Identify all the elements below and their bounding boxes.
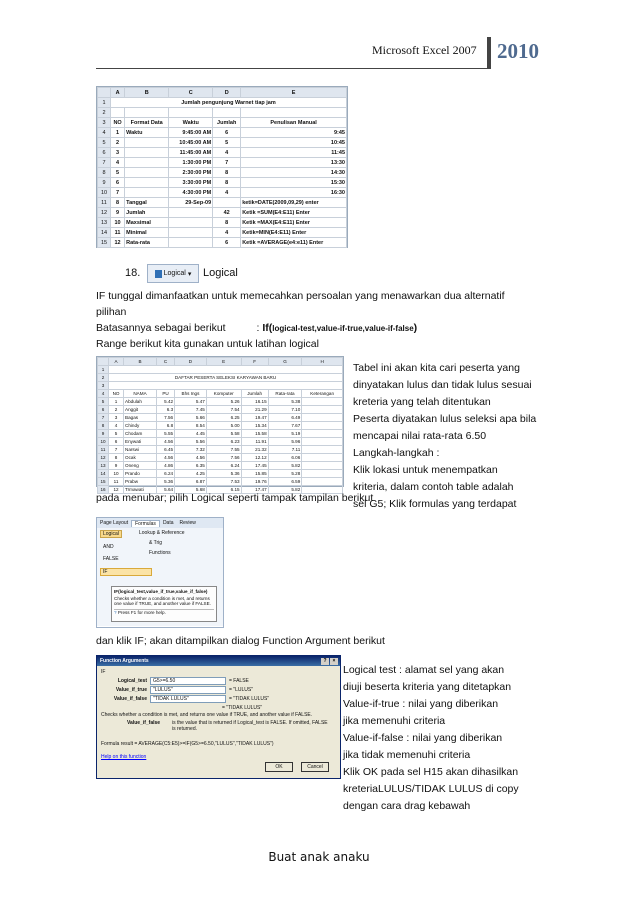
table-cell [213,198,241,208]
table-row [98,168,347,178]
table-cell: 8 [111,198,125,208]
row-number: 15 [98,238,111,248]
table-cell: 8 [213,178,241,188]
table-cell: Ketik =MAX(E4:E11) Enter [241,218,347,228]
table-cell: 16:30 [241,188,347,198]
table-cell: Ocak [124,454,157,462]
table-row [98,438,343,446]
table-cell: 13:30 [241,158,347,168]
table-cell [302,422,343,430]
table-cell: 15.34 [241,422,268,430]
table-header: Rata-rata [268,390,302,398]
table-cell: 3 [109,414,124,422]
table-cell: 17.47 [241,486,268,494]
para-if-line1: IF tunggal dimanfaatkan untuk memecahkan persoalan yang menawarkan dua alternatif [96,290,505,302]
table-row [98,238,347,248]
right-text-line: Klik lokasi untuk menempatkan [353,464,498,476]
row-number: 8 [98,422,109,430]
table-cell [125,148,169,158]
table-cell [302,414,343,422]
row-number: 16 [98,486,109,494]
table-cell: 5.26 [206,398,241,406]
table-cell: 7.56 [206,454,241,462]
table-cell: 8 [213,168,241,178]
table-cell: 5.82 [268,462,302,470]
table-cell: Oneng [124,462,157,470]
table-cell [302,470,343,478]
row-number: 4 [98,128,111,138]
table-cell: 6.35 [175,462,207,470]
table-cell: 8 [109,454,124,462]
table-row [98,398,343,406]
table-cell: 11 [111,228,125,238]
table-cell: 7.32 [175,446,207,454]
table-cell: 9 [111,208,125,218]
table-header: Penulisan Manual [241,118,347,128]
right-text-line: Logical test : alamat sel yang akan [343,664,505,676]
table-header: Bhs Ings [175,390,207,398]
table-cell [302,454,343,462]
row-number: 6 [98,406,109,414]
row-number: 7 [98,158,111,168]
table-cell: 4 [213,188,241,198]
row-number: 12 [98,454,109,462]
table-cell: 4.56 [156,454,174,462]
table-cell: 17.45 [241,462,268,470]
table-cell [125,168,169,178]
table-cell: 5.55 [156,430,174,438]
table-header: NO [111,118,125,128]
table-cell: 6 [111,178,125,188]
row-number: 9 [98,430,109,438]
return-value: = "TIDAK LULUS" [222,705,263,711]
table-cell [125,158,169,168]
right-text-line: Langkah-langkah : [353,447,440,459]
table-cell: 14:30 [241,168,347,178]
row-number: 11 [98,198,111,208]
table-cell: Bagas [124,414,157,422]
para-if-line2: pilihan [96,306,127,318]
item-number: 18. [125,267,141,279]
table-cell: Tanggal [125,198,169,208]
table-cell: 10 [111,218,125,228]
row-number: 7 [98,414,109,422]
table-row [98,470,343,478]
sheet2-title: DAFTAR PESERTA SELEKSI KARYAWAN BARU [109,374,343,382]
row-number: 10 [98,188,111,198]
table-cell [125,138,169,148]
table-cell: Ketik =AVERAGE(e4:e11) Enter [241,238,347,248]
column-header [98,88,111,98]
row-number: 14 [98,228,111,238]
table-cell: Trmawati [124,486,157,494]
table-cell: 5 [109,430,124,438]
para-dialog-intro: dan klik IF; akan ditampilkan dialog Function Argument berikut [96,635,385,647]
table-cell: 3:30:00 PM [169,178,213,188]
column-header: E [206,358,241,366]
table-cell: 6 [109,438,124,446]
table-cell: 4:30:00 PM [169,188,213,198]
more-functions-button[interactable]: Functions [149,550,171,556]
table-cell: Chodam [124,430,157,438]
column-header: C [169,88,213,98]
column-header [98,358,109,366]
table-cell: 7.53 [206,478,241,486]
table-cell: 7.11 [268,446,302,454]
table-cell: 5.66 [175,414,207,422]
row-number: 6 [98,148,111,158]
row-number: 12 [98,208,111,218]
row-number: 9 [98,178,111,188]
column-header: F [241,358,268,366]
table-cell: 21.32 [241,446,268,454]
table-cell [169,208,213,218]
table-cell: 5.38 [268,398,302,406]
table-cell: 2 [111,138,125,148]
table-cell: 19.76 [241,478,268,486]
column-header: B [125,88,169,98]
table-cell: 6.45 [156,446,174,454]
row-number: 11 [98,446,109,454]
header-divider [487,37,491,69]
table-cell: 10:45:00 AM [169,138,213,148]
column-header: C [156,358,174,366]
item-label: Logical [203,267,238,279]
table-cell: Rata-rata [125,238,169,248]
table-row [98,198,347,208]
table-cell: 7.10 [268,406,302,414]
table-cell: Chindy [124,422,157,430]
row-number: 13 [98,462,109,470]
table-cell: 12 [109,486,124,494]
table-cell: 29-Sep-09 [169,198,213,208]
table-row [98,406,343,414]
table-cell: 7.67 [268,422,302,430]
table-header: PU [156,390,174,398]
table-row [98,208,347,218]
table-header: Komputer [206,390,241,398]
table-cell [302,478,343,486]
table-cell: Maxsimal [125,218,169,228]
table-cell: 6.59 [268,478,302,486]
right-text-line: sel G5; Klik formulas yang terdapat [353,498,517,510]
table-row [98,128,347,138]
right-text-line: mencapai nilai rata-rata 6.50 [353,430,487,442]
table-cell: 15.58 [241,430,268,438]
row-number: 8 [98,168,111,178]
sheet1-title: Jumlah pengunjung Warnet tiap jam [111,98,347,108]
chevron-down-icon: ▾ [187,270,192,278]
table-row [98,478,343,486]
table-cell: 5.36 [206,470,241,478]
table-cell: 8 [213,218,241,228]
row-number: 5 [98,138,111,148]
right-text-line: dinyatakan lulus dan tidak lulus sesuai [353,379,532,391]
table-cell [302,446,343,454]
table-cell [302,398,343,406]
ok-button[interactable]: OK [265,762,293,772]
function-arguments-dialog: Function Arguments ? × IF Logical_test G5>=6.50 = FALSE Value_if_true "LULUS" = "LULUS" Value_if_false "TIDAK LULUS" = "TIDAK LULUS" = "TIDAK LULUS" Checks whether a condition is met, and returns one value if TRUE, and another value if FALSE. Value_if_false is the value that is returned if Logical_test is FALSE. If omitted, FALSE is returned. Formula result = AVERAGE(C5:E5)>=IF(G5>=6.50,"LULUS","TIDAK LULUS") Help on this function OK Cancel [96,655,341,779]
logical-ribbon-button[interactable]: Logical ▾ [147,264,199,283]
para-if-syntax: Batasannya sebagai berikut : If(logical-test,value-if-true,value-if-false) [96,322,418,334]
page-footer: Buat anak anaku [268,850,370,864]
column-header: A [111,88,125,98]
table-cell: Prabw [124,478,157,486]
function-description: Checks whether a condition is met, and returns one value if TRUE, and another value if FALSE. [101,712,313,718]
table-row [98,138,347,148]
table-cell: 4 [213,148,241,158]
table-cell: ketik=DATE(2009,09,29) enter [241,198,347,208]
ribbon-tab[interactable]: Formulas [131,520,160,527]
table-cell: 5.82 [268,486,302,494]
table-cell: 5.56 [175,438,207,446]
arg-description: is the value that is returned if Logical_test is FALSE. If omitted, FALSE is returned. [172,720,328,732]
if-tooltip: IF(logical_test,value_if_true,value_if_false) Checks whether a condition is met, and returns one value if TRUE, and another value if FALSE. ? Press F1 for more help. [111,586,217,622]
table-cell: 5 [213,138,241,148]
table-cell: 6.24 [156,470,174,478]
table-cell: 7.45 [175,406,207,414]
right-text-line: jika memenuhi criteria [343,715,446,727]
table-cell: 5.47 [175,398,207,406]
table-cell: 7 [111,188,125,198]
table-header: NO [109,390,124,398]
table-row [98,430,343,438]
logical-dropdown-button[interactable]: Logical [100,530,122,538]
table-header: Waktu [169,118,213,128]
table-cell: 9 [109,462,124,470]
value-if-true-field[interactable]: "LULUS" [150,686,226,694]
lookup-reference-button[interactable]: Lookup & Reference [139,530,185,536]
table-cell: 5 [111,168,125,178]
table-cell [169,228,213,238]
help-link[interactable]: Help on this function [101,754,147,760]
column-header: D [213,88,241,98]
table-cell: 4.45 [175,430,207,438]
arg-desc-label: Value_if_false [127,720,161,726]
table-cell: 4.56 [175,454,207,462]
help-icon: ? [114,610,117,615]
table-cell: 1 [109,398,124,406]
function-name: IF [101,669,106,675]
table-cell: 6.24 [206,462,241,470]
table-cell: 4 [109,422,124,430]
right-text-line: Value-if-true : nilai yang diberikan [343,698,499,710]
table-cell: Narswi [124,446,157,454]
table-header: Format Data [125,118,169,128]
column-header: B [124,358,157,366]
right-text-line: kreteria yang telah ditentukan [353,396,491,408]
excel-screenshot-pengunjung: A B C D E 1 Jumlah pengunjung Warnet tiap jam 2 3 NO Format Data Waktu Jumlah Penulisan Manual 4 1 Waktu 9:45:00 AM 6 9:45 5 2 10:45:00 AM 5 10:45 6 3 11:45:00 AM 4 11:45 7 4 1:30:00 PM 7 13:30 8 5 2:30:00 PM 8 14:30 9 6 3:30:00 PM 8 15:30 10 7 4:30:00 PM 4 16:30 11 8 Tanggal 29-Sep-09 ketik=DATE(2009,09,29) enter 12 9 Jumlah 42 Ketik =SUM(E4:E11) Enter 13 10 Maxsimal 8 Ketik =MAX(E4:E11) Enter 14 11 Minimal 4 Ketik=MIN(E4:E11) Enter 15 12 Rata-rata 6 Ketik =AVERAGE(e4:e11) Enter [96,86,348,248]
menu-item-false[interactable]: FALSE [103,556,119,562]
table-cell: 7.54 [206,406,241,414]
excel-screenshot-peserta: A B C D E F G H 1 2 DAFTAR PESERTA SELEKSI KARYAWAN BARU 3 4 NO NAMA PU Bhs Ings Komputer Jumlah Rata-rata Keterangan 5 1 Abdulah 5.42 5.47 5.26 16.15 5.38 6 2 Anggit 6.3 7.45 7.54 21.29 7.10 7 3 Bagas 7.56 5.66 6.25 19.47 6.49 8 4 Chindy 6.8 8.54 5.00 15.34 7.67 9 5 Chodam 5.55 4.45 5.58 15.58 5.19 10 6 Enywati 4.56 5.56 6.23 11.91 5.96 11 7 Narswi 6.45 7.32 7.55 21.32 7.11 12 8 Ocak 4.56 4.56 7.56 12.12 6.06 13 9 Oneng 4.86 6.35 6.24 17.45 5.82 14 10 Prando 6.24 4.25 5.36 15.85 5.28 15 11 Prabw 5.36 6.87 7.53 19.76 6.59 16 12 Trmawati 5.64 5.68 6.15 17.47 5.82 [96,356,344,487]
table-cell: Ketik=MIN(E4:E11) Enter [241,228,347,238]
table-cell: Ketik =SUM(E4:E11) Enter [241,208,347,218]
table-cell: 21.29 [241,406,268,414]
table-cell: 5.58 [206,430,241,438]
table-header: Jumlah [213,118,241,128]
table-cell: 11:45:00 AM [169,148,213,158]
table-row [98,158,347,168]
header-app-title: Microsoft Excel 2007 [372,43,477,57]
math-trig-button[interactable]: & Trig [149,540,163,546]
cancel-button[interactable]: Cancel [301,762,329,772]
table-cell: 4.86 [156,462,174,470]
right-text-line: kreteriaLULUS/TIDAK LULUS di copy [343,783,519,795]
table-cell: 2:30:00 PM [169,168,213,178]
table-cell [169,218,213,228]
menu-item-if[interactable]: IF [100,568,152,576]
table-cell: 5.68 [175,486,207,494]
table-cell: 6.8 [156,422,174,430]
table-row [98,446,343,454]
ribbon-tab[interactable]: Data [162,520,174,526]
table-row [98,178,347,188]
row-number: 10 [98,438,109,446]
table-cell: Abdulah [124,398,157,406]
table-cell: 7 [109,446,124,454]
book-icon [155,270,162,278]
table-cell: 2 [109,406,124,414]
table-cell: 5.96 [268,438,302,446]
column-header: A [109,358,124,366]
table-row [98,422,343,430]
table-cell: 7.56 [156,414,174,422]
table-cell: 19.47 [241,414,268,422]
logical-test-field[interactable]: G5>=6.50 [150,677,226,685]
menu-item-and[interactable]: AND [103,544,114,550]
table-cell: Enywati [124,438,157,446]
table-cell: 8.54 [175,422,207,430]
table-cell: 9:45:00 AM [169,128,213,138]
table-cell: 5.64 [156,486,174,494]
close-icon[interactable]: × [330,658,338,665]
table-cell: 6.25 [206,414,241,422]
row-number: 15 [98,478,109,486]
para-range: Range berikut kita gunakan untuk latihan logical [96,338,319,350]
table-cell: 7 [213,158,241,168]
table-cell: 6.3 [156,406,174,414]
table-cell [125,188,169,198]
table-cell: Anggit [124,406,157,414]
right-text-line: dengan cara drag kebawah [343,800,471,812]
table-cell: 6.23 [206,438,241,446]
right-text-line: Klik OK pada sel H15 akan dihasilkan [343,766,519,778]
table-cell: 10:45 [241,138,347,148]
table-cell: 3 [111,148,125,158]
column-header: H [302,358,343,366]
right-text-line: jika tidak memenuhi criteria [343,749,471,761]
formulas-ribbon-screenshot [96,517,224,628]
help-button[interactable]: ? [321,658,329,665]
table-row [98,454,343,462]
table-cell: 4.56 [156,438,174,446]
table-row [98,462,343,470]
table-row [98,188,347,198]
table-cell: 15.85 [241,470,268,478]
table-cell: 5.28 [268,470,302,478]
column-header: E [241,88,347,98]
para-menubar: pada menubar; pilih Logical seperti tampak tampilan berikut [96,492,374,504]
row-number: 5 [98,398,109,406]
table-cell: Prando [124,470,157,478]
table-cell: 1:30:00 PM [169,158,213,168]
header-rule [96,68,488,69]
table-row [98,148,347,158]
table-cell: 6.87 [175,478,207,486]
table-cell [125,178,169,188]
table-header: NAMA [124,390,157,398]
row-number: 14 [98,470,109,478]
ribbon-tab[interactable]: Review [179,520,196,526]
table-cell: Waktu [125,128,169,138]
formula-result: Formula result = AVERAGE(C5:E5)>=IF(G5>=6.50,"LULUS","TIDAK LULUS") [101,741,274,747]
table-cell: 6 [213,128,241,138]
table-cell: 5.00 [206,422,241,430]
column-header: D [175,358,207,366]
table-cell: 10 [109,470,124,478]
dialog-title: Function Arguments [100,658,149,664]
table-row [98,218,347,228]
table-cell: 12.12 [241,454,268,462]
right-text-line: Peserta diyatakan lulus seleksi apa bila [353,413,537,425]
table-cell: 6.15 [206,486,241,494]
header-year: 2010 [497,39,539,63]
ribbon-tab[interactable]: Page Layout [100,520,129,526]
table-cell: 6 [213,238,241,248]
table-cell: 16.15 [241,398,268,406]
table-cell [302,406,343,414]
table-cell: 1 [111,128,125,138]
table-cell: 4.25 [175,470,207,478]
table-cell: 4 [213,228,241,238]
table-cell: 11:45 [241,148,347,158]
table-cell [302,430,343,438]
table-cell: Jumlah [125,208,169,218]
table-cell: 6.49 [268,414,302,422]
table-row [98,228,347,238]
right-text-line: Tabel ini akan kita cari peserta yang [353,362,520,374]
right-text-line: diuji beserta kriteria yang ditetapkan [343,681,512,693]
table-cell [302,438,343,446]
table-cell: 6.06 [268,454,302,462]
table-cell: Minimal [125,228,169,238]
row-number: 13 [98,218,111,228]
table-cell: 5.36 [156,478,174,486]
table-cell: 7.55 [206,446,241,454]
table-cell: 11 [109,478,124,486]
table-cell: 11.91 [241,438,268,446]
table-cell: 15:30 [241,178,347,188]
right-text-line: Value-if-false : nilai yang diberikan [343,732,503,744]
table-cell [302,462,343,470]
table-cell [169,238,213,248]
table-cell: 5.42 [156,398,174,406]
table-row [98,414,343,422]
column-header: G [268,358,302,366]
table-cell: 9:45 [241,128,347,138]
right-text-line: kriteria, dalam contoh table adalah [353,481,514,493]
table-cell: 42 [213,208,241,218]
table-cell: 4 [111,158,125,168]
table-cell: 12 [111,238,125,248]
value-if-false-field[interactable]: "TIDAK LULUS" [150,695,226,703]
table-header: Keterangan [302,390,343,398]
table-cell: 5.19 [268,430,302,438]
table-header: Jumlah [241,390,268,398]
